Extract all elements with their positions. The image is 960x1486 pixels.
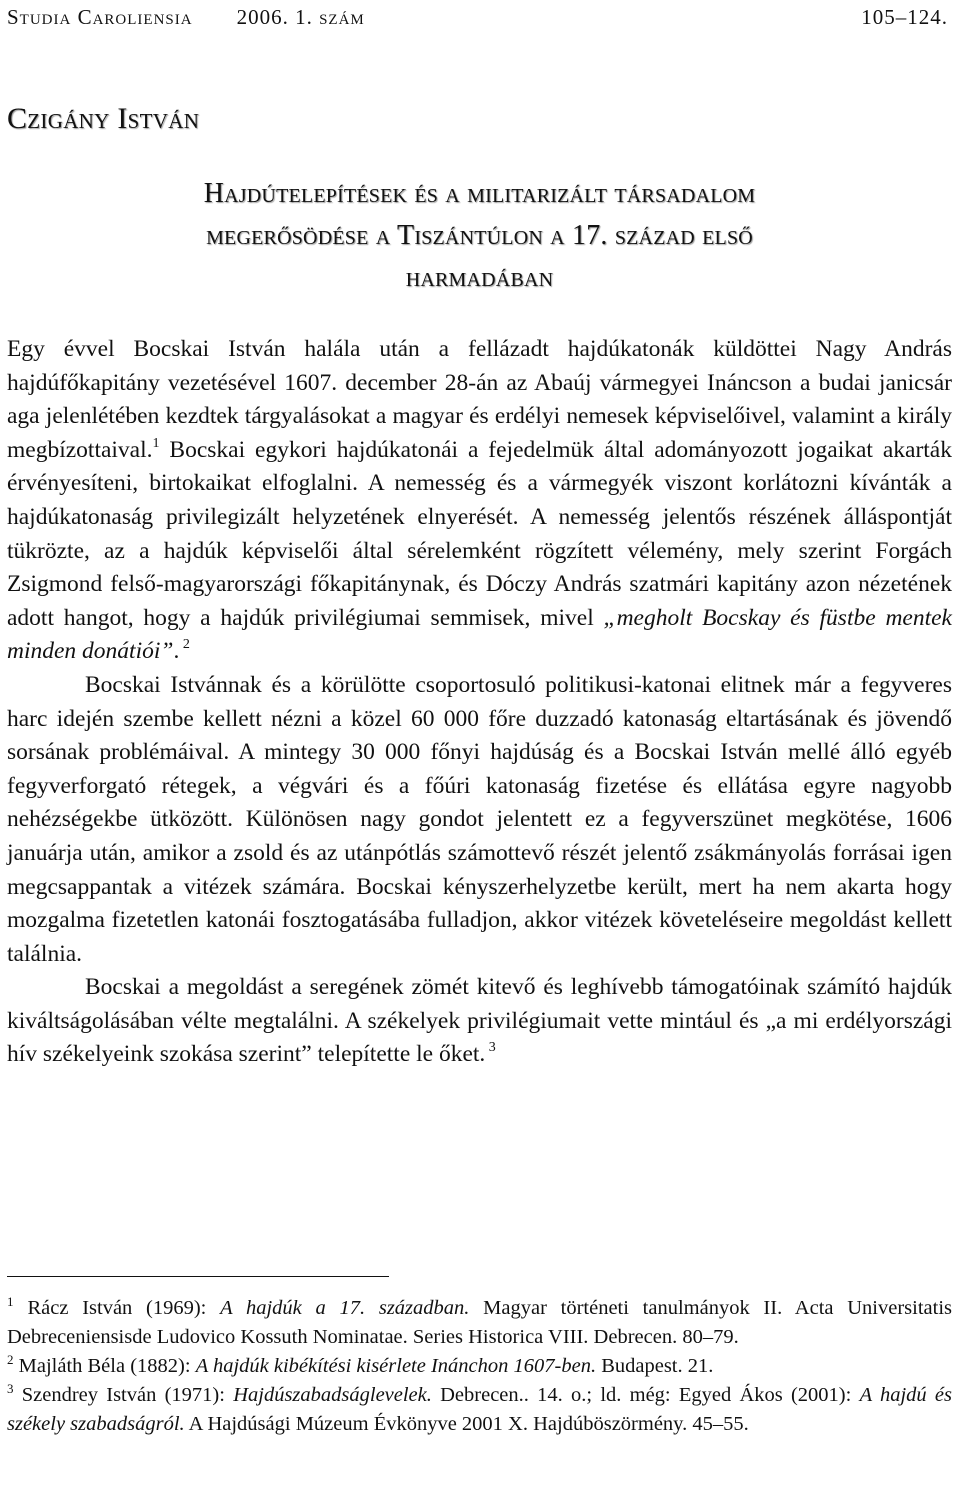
footnote-1-text-b: Magyar történeti tanulmányok II. Acta Universitatis Debreceniensisde Ludovico Kossuth Nominatae. Series Historica VIII. Debrecen. 80–79. bbox=[7, 1297, 952, 1348]
footnote-1 bbox=[7, 1294, 952, 1352]
paragraph-3 bbox=[7, 971, 952, 1072]
footnote-3-text-b: Debrecen.. 14. o.; ld. még: Egyed Ákos (2001): bbox=[431, 1384, 860, 1406]
footnote-3-number: 3 bbox=[7, 1381, 14, 1396]
footnote-2-text-b: Budapest. 21. bbox=[596, 1355, 714, 1377]
paragraph-1-text-c: . bbox=[173, 638, 180, 665]
article-title bbox=[7, 173, 952, 299]
page-range: 105–124. bbox=[861, 5, 948, 29]
footnote-ref-3[interactable]: 3 bbox=[485, 1040, 496, 1056]
footnote-2 bbox=[7, 1352, 952, 1381]
footnote-3-title-2: A hajdú és székely szabadságról. bbox=[7, 1384, 952, 1435]
footnote-2-title: A hajdúk kibékítési kisérlete Inánchon 1607-ben. bbox=[195, 1355, 597, 1377]
title-line-3: harmadában bbox=[405, 262, 554, 293]
footnote-3-text-a: Szendrey István (1971): bbox=[13, 1384, 234, 1406]
footnote-2-text-a: Majláth Béla (1882): bbox=[13, 1355, 196, 1377]
footnote-3-title: Hajdúszabadságlevelek. bbox=[233, 1384, 432, 1406]
paragraph-1 bbox=[7, 333, 952, 669]
running-head-spacer bbox=[365, 5, 861, 30]
title-line-1: Hajdútelepítések és a militarizált társadalom bbox=[203, 178, 756, 209]
footnote-divider bbox=[7, 1276, 389, 1277]
paragraph-3-text: Bocskai a megoldást a seregének zömét kitevő és leghívebb támogatóinak számító hajdúk kiváltságolásában vélte megtalálni. A székelyek privilégiumait vette mintául és „a mi erdélyországi hív székelyeink szokása szerint” telepítette le őket. bbox=[7, 974, 952, 1068]
footnote-3 bbox=[7, 1381, 952, 1439]
footnote-1-text-a: Rácz István (1969): bbox=[27, 1297, 221, 1319]
article-author: Czigány István bbox=[7, 102, 200, 135]
footnote-ref-2[interactable]: 2 bbox=[179, 637, 190, 653]
title-line-2: megerősödése a Tiszántúlon a 17. század első bbox=[206, 220, 753, 251]
footnote-1-title: A hajdúk a 17. században. bbox=[220, 1297, 470, 1319]
footnote-1-number: 1 bbox=[7, 1294, 14, 1309]
paragraph-1-text-b: Bocskai egykori hajdúkatonái a fejedelmük által adományozott jogaikat akarták érvényesíteni, birtokaikat elfoglalni. A nemesség és a vármegyék viszont korlátozni kívánták a hajdúkatonaság privilegizált helyzetének elnyerését. A nemesség jelentős részének álláspontját tükrözte, az a hajdúk képviselői által sérelemként rögzített vélemény, mely szerint Forgách Zsigmond felső-magyarországi főkapitánynak, és Dóczy András szatmári kapitány azon nézetének adott hangot, hogy a hajdúk privilégiumai semmisek, mivel bbox=[7, 436, 952, 631]
article-body bbox=[7, 333, 952, 1072]
quotation: „megholt Bocskay és füstbe mentek minden donátiói” bbox=[7, 604, 952, 665]
footnote-ref-1[interactable]: 1 bbox=[152, 435, 160, 451]
footnote-2-number: 2 bbox=[7, 1352, 14, 1367]
footnotes bbox=[7, 1294, 952, 1439]
footnote-3-text-c: A Hajdúsági Múzeum Évkönyve 2001 X. Hajdúböszörmény. 45–55. bbox=[184, 1413, 749, 1435]
issue-number: 2006. 1. szám bbox=[236, 5, 365, 29]
paragraph-1-text-a: Egy évvel Bocskai István halála után a fellázadt hajdúkatonák küldöttei Nagy András hajdúfőkapitány vezetésével 1607. december 28-án az Abaúj vármegyei Ináncson a budai janicsár aga jelenlétében kezdtek tárgyalásokat a magyar és erdélyi nemesek képviselőivel, valamint a király megbízottaival. bbox=[7, 336, 952, 463]
journal-name: Studia Caroliensia bbox=[7, 5, 193, 29]
paragraph-2: Bocskai Istvánnak és a körülötte csoportosuló politikusi-katonai elitnek már a fegyveres harc idején szembe kellett nézni a közel 60 000 főre duzzadó katonaság eltartásának és jövendő sorsának problémáival. A mintegy 30 000 főnyi hajdúság és a Bocskai István mellé álló egyéb fegyverforgató rétegek, a végvári és a főúri katonaság fizetése és ellátása egyre nagyobb nehézségekbe ütközött. Különösen nagy gondot jelentett ez a fegyverszünet megkötése, 1606 januárja után, amikor a zsold és az utánpótlás számottevő részét jelentő zsákmányolás forrásai igen megcsappantak a vitézek számára. Bocskai kényszerhelyzetbe került, mert ha nem akarta hogy mozgalma fizetetlen katonái fosztogatásába fulladjon, akkor vitézek követeléseire megoldást kellett találnia. bbox=[7, 671, 952, 967]
running-head bbox=[7, 5, 948, 30]
